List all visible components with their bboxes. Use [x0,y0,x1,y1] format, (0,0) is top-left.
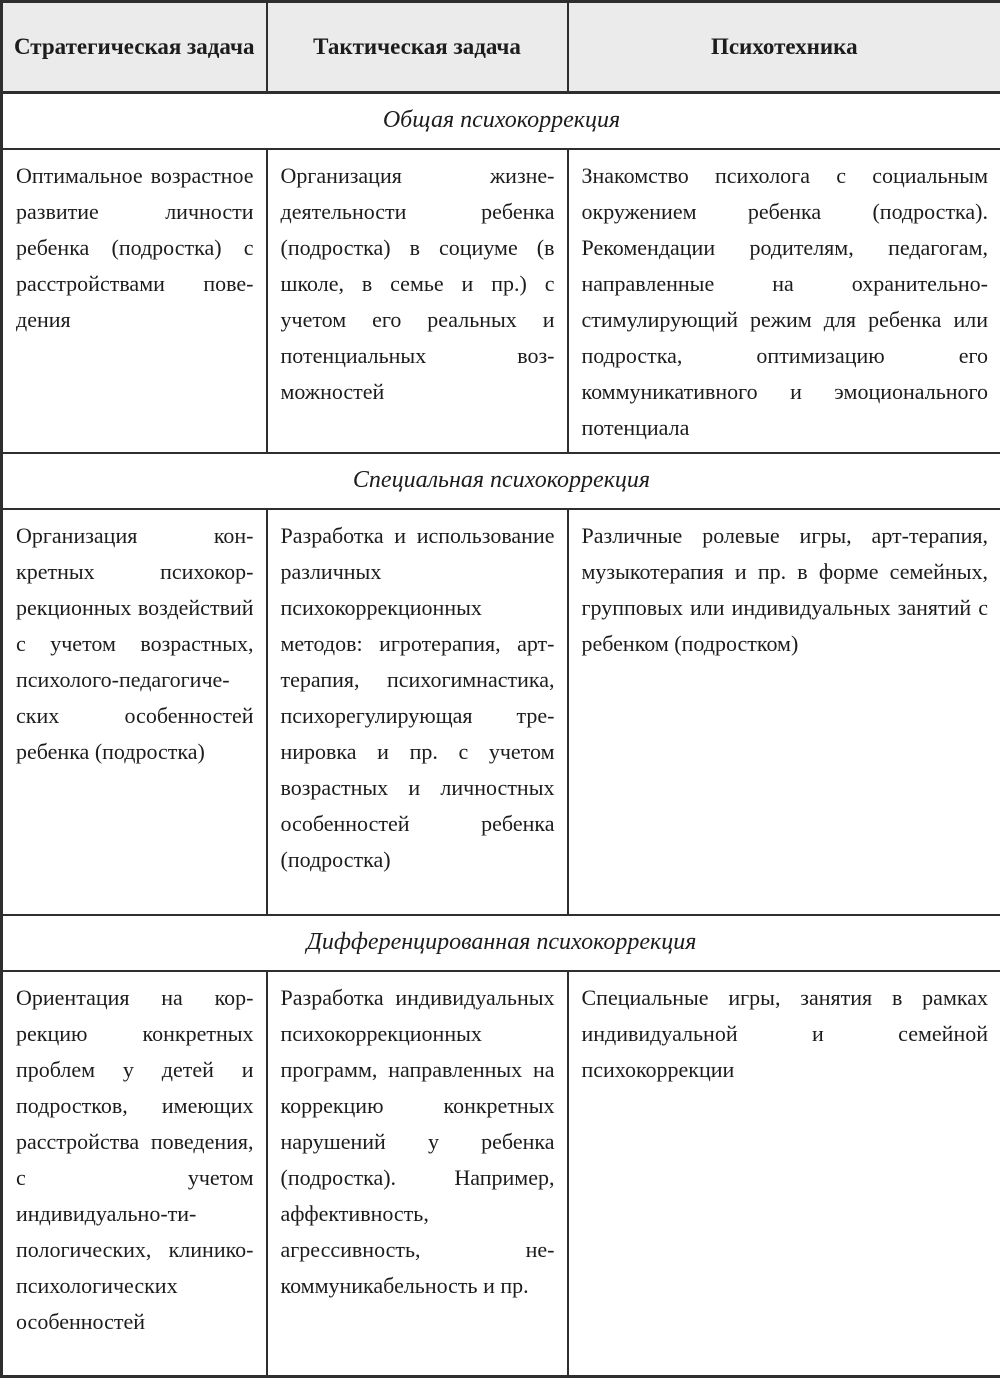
table-header-row [2,2,1000,93]
section-row-general [2,93,1000,149]
column-header-psychotechnics: Психотехника [568,2,1000,93]
section-row-differentiated [2,915,1000,971]
table-row-general [2,149,1000,453]
cell-differentiated-psychotechnics: Специальные игры, занятия в рамках индивидуальной и семейной психокоррекции [568,971,1000,1377]
section-title-differentiated: Дифференцированная психокоррекция [2,915,1000,971]
table-row-special [2,509,1000,915]
table-row-differentiated [2,971,1000,1377]
cell-special-strategic: Организация конкретных психокоррекционных воздействий с учетом возрастных, психолого-педагогических особенностей ребенка (подростка) [2,509,267,915]
cell-differentiated-tactical: Разработка индивидуальных психокоррекционных программ, направленных на коррекцию конкретных нарушений у ребенка (подростка). Например, аффективность, агрессивность, некоммуникабельность и пр. [267,971,568,1377]
cell-special-psychotechnics: Различные ролевые игры, арт-терапия, музыкотерапия и пр. в форме семейных, групповых или индивидуальных занятий с ребенком (подростком) [568,509,1000,915]
cell-special-tactical: Разработка и использование различных психокоррекционных методов: игротерапия, арт-терапия, психогимнастика, психорегулирующая тренировка и пр. с учетом возрастных и личностных особенностей ребенка (подростка) [267,509,568,915]
cell-general-strategic: Оптимальное возрастное развитие личности ребенка (подростка) с расстройствами поведения [2,149,267,453]
section-title-general: Общая психокоррекция [2,93,1000,149]
section-title-special: Специальная психокоррекция [2,453,1000,509]
cell-general-psychotechnics: Знакомство психолога с социальным окружением ребенка (подростка). Рекомендации родителям, педагогам, направленные на охранительно-стимулирующий режим для ребенка или подростка, оптимизацию его коммуникативного и эмоционального потенциала [568,149,1000,453]
cell-general-tactical: Организация жизнедеятельности ребенка (подростка) в социуме (в школе, в семье и пр.) с учетом его реальных и потенциальных возможностей [267,149,568,453]
column-header-strategic-task: Стратегическая задача [2,2,267,93]
section-row-special [2,453,1000,509]
column-header-tactical-task: Тактическая задача [267,2,568,93]
cell-differentiated-strategic: Ориентация на коррекцию конкретных проблем у детей и подростков, имеющих расстройства поведения, с учетом индивидуально-типологических, клинико-психологических особенностей [2,971,267,1377]
